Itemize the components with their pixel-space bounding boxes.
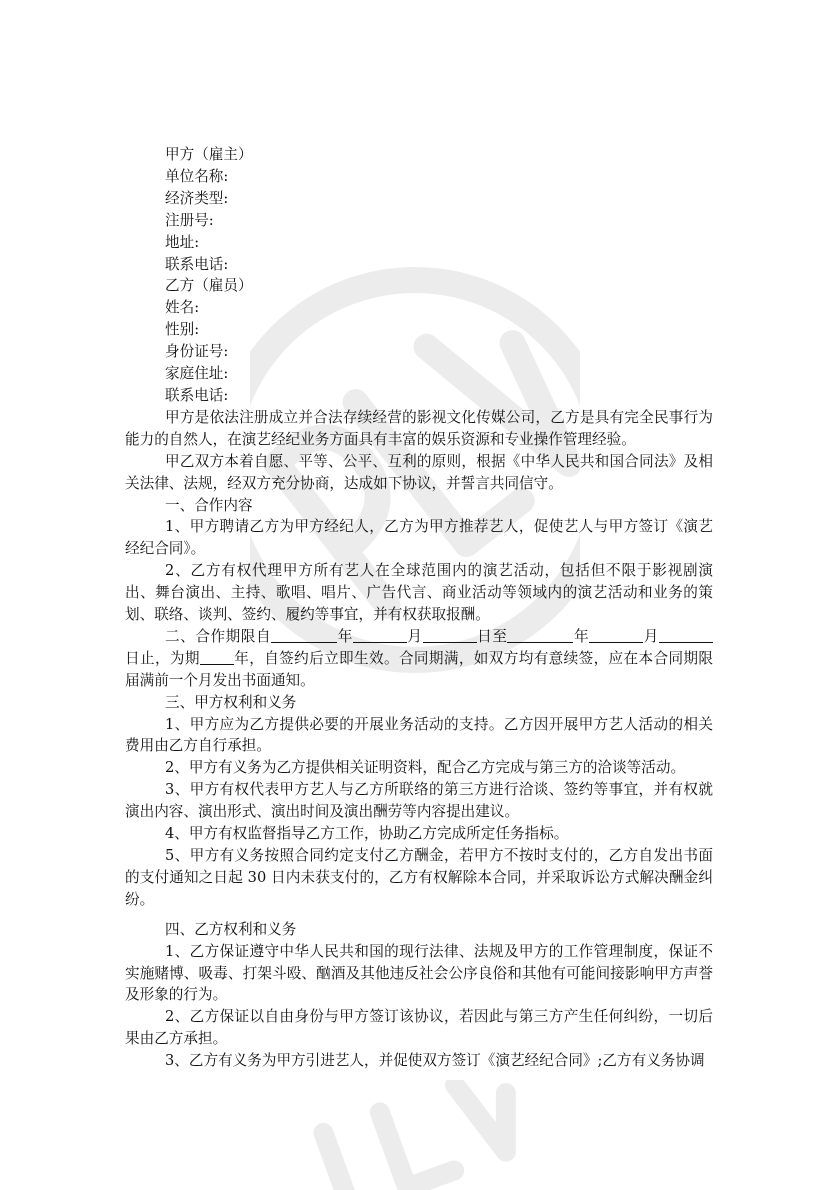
term-text-year1: 年: [337, 627, 353, 645]
start-day-blank[interactable]: [423, 628, 477, 643]
term-text-rest: 年，自签约后立即生效。合同期满，如双方均有意续签，应在本合同期限届满前一个月发出书面通知。: [125, 649, 713, 689]
party-a-field-address: 地址:: [165, 233, 200, 251]
party-a-field-phone: 联系电话:: [165, 255, 229, 273]
section-3-item-1: 1、甲方应为乙方提供必要的开展业务活动的支持。乙方因开展甲方艺人活动的相关费用由乙方自行承担。: [125, 715, 713, 755]
section-1-item-2: 2、乙方有权代理甲方所有艺人在全球范围内的演艺活动，包括但不限于影视剧演出、舞台演出、主持、歌唱、唱片、广告代言、商业活动等领域内的演艺活动和业务的策划、联络、谈判、签约、履约等事宜，并有权获取报酬。: [125, 562, 713, 624]
contract-body: [125, 144, 713, 1072]
party-b-field-phone: 联系电话:: [165, 386, 229, 404]
intro-paragraph-1: 甲方是依法注册成立并合法存续经营的影视文化传媒公司，乙方是具有完全民事行为能力的自然人，在演艺经纪业务方面具有丰富的娱乐资源和专业操作管理经验。: [125, 408, 713, 448]
end-year-blank[interactable]: [507, 628, 573, 643]
section-3-item-5: 5、甲方有义务按照合同约定支付乙方酬金，若甲方不按时支付的，乙方自发出书面的支付通知之日起 30 日内未获支付的，乙方有权解除本合同，并采取诉讼方式解决酬金纠纷。: [125, 847, 713, 908]
section-3-item-4: 4、甲方有权监督指导乙方工作，协助乙方完成所定任务指标。: [165, 825, 569, 843]
term-text-day2: 日止，为期: [125, 649, 200, 667]
end-month-blank[interactable]: [589, 628, 643, 643]
term-text-year2: 年: [573, 627, 590, 645]
intro-paragraph-2: 甲乙双方本着自愿、平等、公平、互利的原则，根据《中华人民共和国合同法》及相关法律、法规，经双方充分协商，达成如下协议，并誓言共同信守。: [125, 452, 713, 492]
start-month-blank[interactable]: [353, 628, 407, 643]
section-3-item-2: 2、甲方有义务为乙方提供相关证明资料，配合乙方完成与第三方的洽谈等活动。: [165, 759, 686, 777]
party-b-heading: 乙方（雇员）: [165, 277, 253, 295]
section-3-title: 三、甲方权利和义务: [165, 693, 297, 711]
party-a-field-registration: 注册号:: [165, 211, 214, 229]
party-b-field-id: 身份证号:: [165, 343, 229, 361]
party-b-field-name: 姓名:: [165, 299, 200, 317]
section-1-item-1: 1、甲方聘请乙方为甲方经纪人，乙方为甲方推荐艺人，促使艺人与甲方签订《演艺经纪合同》。: [125, 518, 713, 558]
term-text-start: 二、合作期限自: [165, 627, 272, 645]
party-b-field-home-address: 家庭住址:: [165, 365, 229, 383]
party-b-field-gender: 性别:: [165, 321, 200, 339]
section-4-item-2: 2、乙方保证以自由身份与甲方签订该协议，若因此与第三方产生任何纠纷，一切后果由乙方承担。: [125, 1008, 713, 1048]
start-year-blank[interactable]: [271, 628, 337, 643]
section-2-term: [125, 626, 713, 692]
section-4-item-3: 3、乙方有义务为甲方引进艺人，并促使双方签订《演艺经纪合同》;乙方有义务协调: [165, 1052, 705, 1070]
section-3-item-3: 3、甲方有权代表甲方艺人与乙方所联络的第三方进行洽谈、签约等事宜，并有权就演出内容、演出形式、演出时间及演出酬劳等内容提出建议。: [125, 781, 713, 821]
duration-years-blank[interactable]: [200, 650, 234, 665]
party-a-field-company: 单位名称:: [165, 167, 229, 185]
party-a-heading: 甲方（雇主）: [165, 146, 253, 163]
term-text-month1: 月: [406, 627, 423, 645]
term-text-day1: 日至: [476, 627, 508, 645]
section-1-title: 一、合作内容: [165, 496, 253, 514]
section-4-item-1: 1、乙方保证遵守中华人民共和国的现行法律、法规及甲方的工作管理制度，保证不实施赌博、吸毒、打架斗殴、酗酒及其他违反社会公序良俗和其他有可能间接影响甲方声誉及形象的行为。: [125, 942, 713, 1004]
term-text-month2: 月: [643, 627, 659, 645]
end-day-blank[interactable]: [659, 628, 713, 643]
section-4-title: 四、乙方权利和义务: [165, 920, 297, 938]
party-a-field-economy-type: 经济类型:: [165, 189, 229, 207]
